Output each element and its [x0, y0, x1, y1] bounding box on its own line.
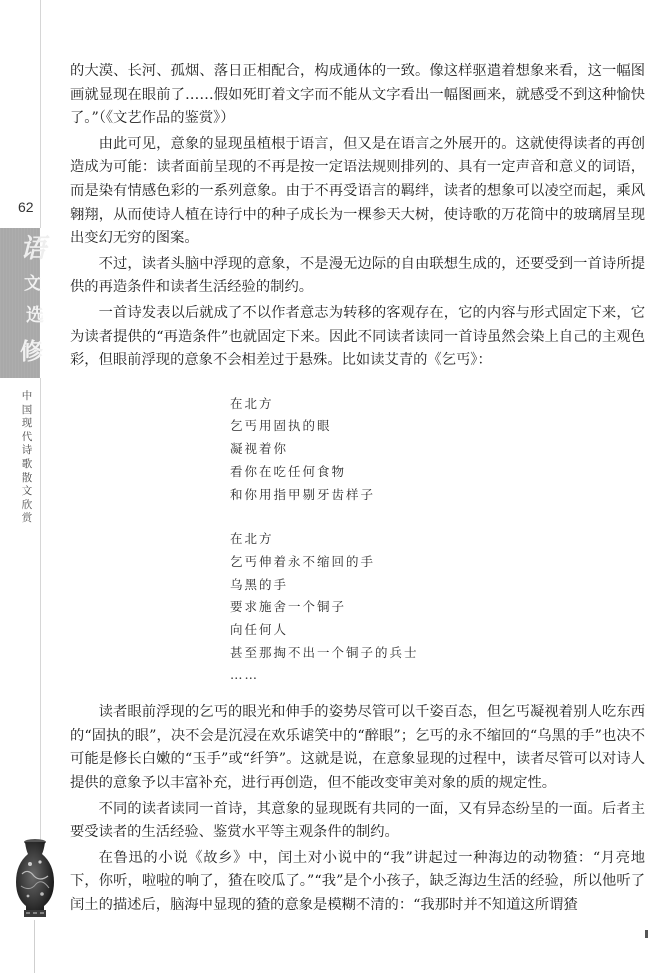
body-paragraph: 不过，读者头脑中浮现的意象，不是漫无边际的自由联想生成的，还要受到一首诗所提供的再造条件和读者生活经验的制约。	[70, 255, 645, 296]
stanza-break	[230, 506, 645, 528]
body-paragraph: 的大漠、长河、孤烟、落日正相配合，构成通体的一致。像这样驱遣着想象来看，这一幅图画就显现在眼前了……假如死盯着文字而不能从文字看出一幅图画来，就感受不到这种愉快了。”（《文艺作品的鉴赏》）	[70, 63, 645, 127]
poem-line: 在北方	[230, 395, 274, 411]
poem-line: 向任何人	[230, 622, 289, 638]
cloisonne-vase-icon	[12, 838, 58, 920]
book-subtitle-vertical: 中国现代诗歌散文欣赏	[21, 390, 33, 525]
article-body	[70, 60, 645, 918]
poem-line: 甚至那掏不出一个铜子的兵士	[230, 644, 419, 660]
series-title-char: 选	[26, 305, 44, 326]
body-paragraph: 读者眼前浮现的乞丐的眼光和伸手的姿势尽管可以千姿百态，但乞丐凝视着别人吃东西的“固执的眼”，决不会是沉浸在欢乐谑笑中的“醉眼”；乞丐的永不缩回的“乌黑的手”也决不可能是修长白嫩的“玉手”或“纤笋”。这就是说，在意象显现的过程中，读者尽管可以对诗人提供的意象予以丰富补充，进行再创造，但不能改变审美对象的质的规定性。	[70, 704, 645, 791]
poem-line: 凝视着你	[230, 441, 289, 457]
poem-line: 看你在吃任何食物	[230, 463, 347, 479]
poem-line: 乞丐伸着永不缩回的手	[230, 553, 376, 569]
body-paragraph: 不同的读者读同一首诗，其意象的显现既有共同的一面，又有异态纷呈的一面。后者主要受读者的生活经验、鉴赏水平等主观条件的制约。	[70, 800, 645, 841]
poem-line: 乞丐用固执的眼	[230, 418, 332, 434]
poem-line: 和你用指甲剔牙齿样子	[230, 486, 376, 502]
page-number: 62	[18, 199, 34, 215]
poem-excerpt	[230, 393, 645, 687]
body-paragraph: 一首诗发表以后就成了不以作者意志为转移的客观存在，它的内容与形式固定下来，它为读者提供的“再造条件”也就固定下来。因此不同读者读同一首诗虽然会染上自己的主观色彩，但眼前浮现的意象不会相差过于悬殊。比如读艾青的《乞丐》：	[70, 304, 645, 369]
body-paragraph: 由此可见，意象的显现虽植根于语言，但又是在语言之外展开的。这就使得读者的再创造成为可能：读者面前呈现的不再是按一定语法规则排列的、具有一定声音和意义的词语，而是染有情感色彩的一系列意象。由于不再受语言的羁绊，读者的想象可以凌空而起，乘风翱翔，从而使诗人植在诗行中的种子成长为一棵参天大树，使诗歌的万花筒中的玻璃屑呈现出变幻无穷的图案。	[70, 135, 645, 247]
margin-divider-line	[40, 0, 41, 228]
body-paragraph: 在鲁迅的小说《故乡》中，闰土对小说中的“我”讲起过一种海边的动物猹：“月亮地下，你听，啦啦的响了，猹在咬瓜了。”“我”是个小孩子，缺乏海边生活的经验，所以他听了闰土的描述后，脑海中显现的猹的意象是模糊不清的：“我那时并不知道这所谓猹	[70, 849, 645, 913]
poem-line: 在北方	[230, 531, 274, 547]
poem-ellipsis: ……	[230, 667, 259, 683]
page-edge-mark	[645, 930, 648, 938]
poem-line: 要求施舍一个铜子	[230, 599, 347, 615]
margin-divider-line	[40, 378, 41, 848]
poem-line: 乌黑的手	[230, 576, 289, 592]
series-title-char: 修	[20, 338, 43, 365]
series-title-char: 语	[20, 234, 47, 264]
margin-divider-line	[34, 920, 35, 973]
series-title-char: 文	[24, 274, 41, 294]
